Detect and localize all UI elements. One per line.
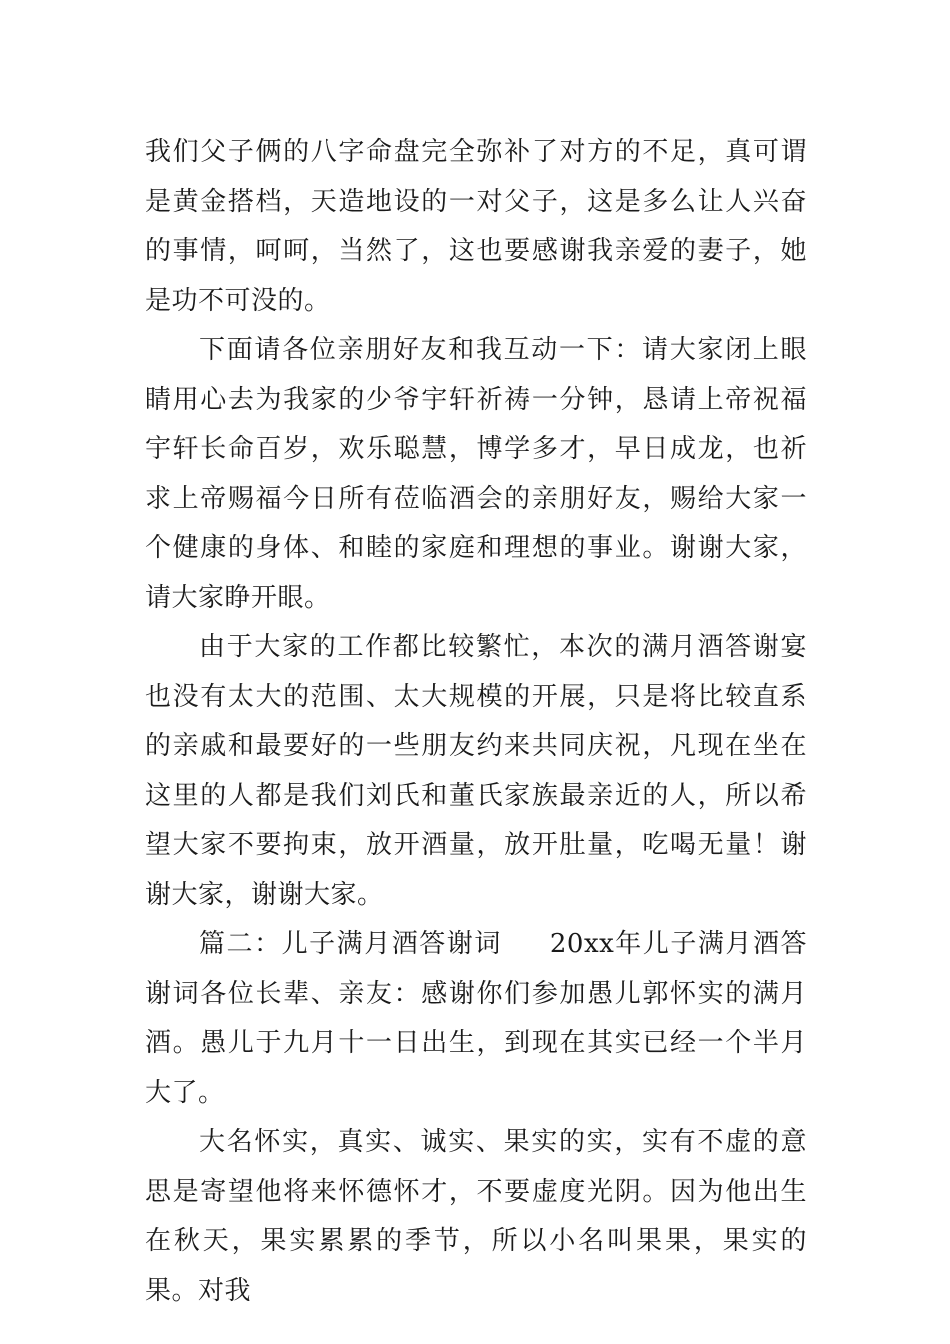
paragraph-1 — [145, 128, 807, 326]
paragraph-3-text: 由于大家的工作都比较繁忙，本次的满月酒答谢宴也没有太大的范围、太大规模的开展，只是将比较直系的亲戚和最要好的一些朋友约来共同庆祝，凡现在坐在这里的人都是我们刘氏和董氏家族最亲近的人，所以希望大家不要拘束，放开酒量，放开肚量，吃喝无量！谢谢大家，谢谢大家。 — [145, 632, 807, 910]
paragraph-5 — [145, 1118, 807, 1316]
paragraph-5-text: 大名怀实，真实、诚实、果实的实，实有不虚的意思是寄望他将来怀德怀才，不要虚度光阴。因为他出生在秋天，果实累累的季节，所以小名叫果果，果实的果。对我 — [145, 1127, 807, 1306]
paragraph-3 — [145, 623, 807, 920]
paragraph-4 — [145, 920, 807, 1118]
document-body — [145, 128, 807, 1316]
paragraph-2-text: 下面请各位亲朋好友和我互动一下：请大家闭上眼睛用心去为我家的少爷宇轩祈祷一分钟，恳请上帝祝福宇轩长命百岁，欢乐聪慧，博学多才，早日成龙，也祈求上帝赐福今日所有莅临酒会的亲朋好友，赐给大家一个健康的身体、和睦的家庭和理想的事业。谢谢大家，请大家睁开眼。 — [145, 335, 807, 613]
paragraph-4-text: 20xx年儿子满月酒答谢词各位长辈、亲友：感谢你们参加愚儿郭怀实的满月酒。愚儿于九月十一日出生，到现在其实已经一个半月大了。 — [145, 929, 807, 1108]
paragraph-2 — [145, 326, 807, 623]
paragraph-1-text: 我们父子俩的八字命盘完全弥补了对方的不足，真可谓是黄金搭档，天造地设的一对父子，这是多么让人兴奋的事情，呵呵，当然了，这也要感谢我亲爱的妻子，她是功不可没的。 — [145, 137, 807, 316]
section-heading: 篇二：儿子满月酒答谢词 — [199, 929, 502, 959]
